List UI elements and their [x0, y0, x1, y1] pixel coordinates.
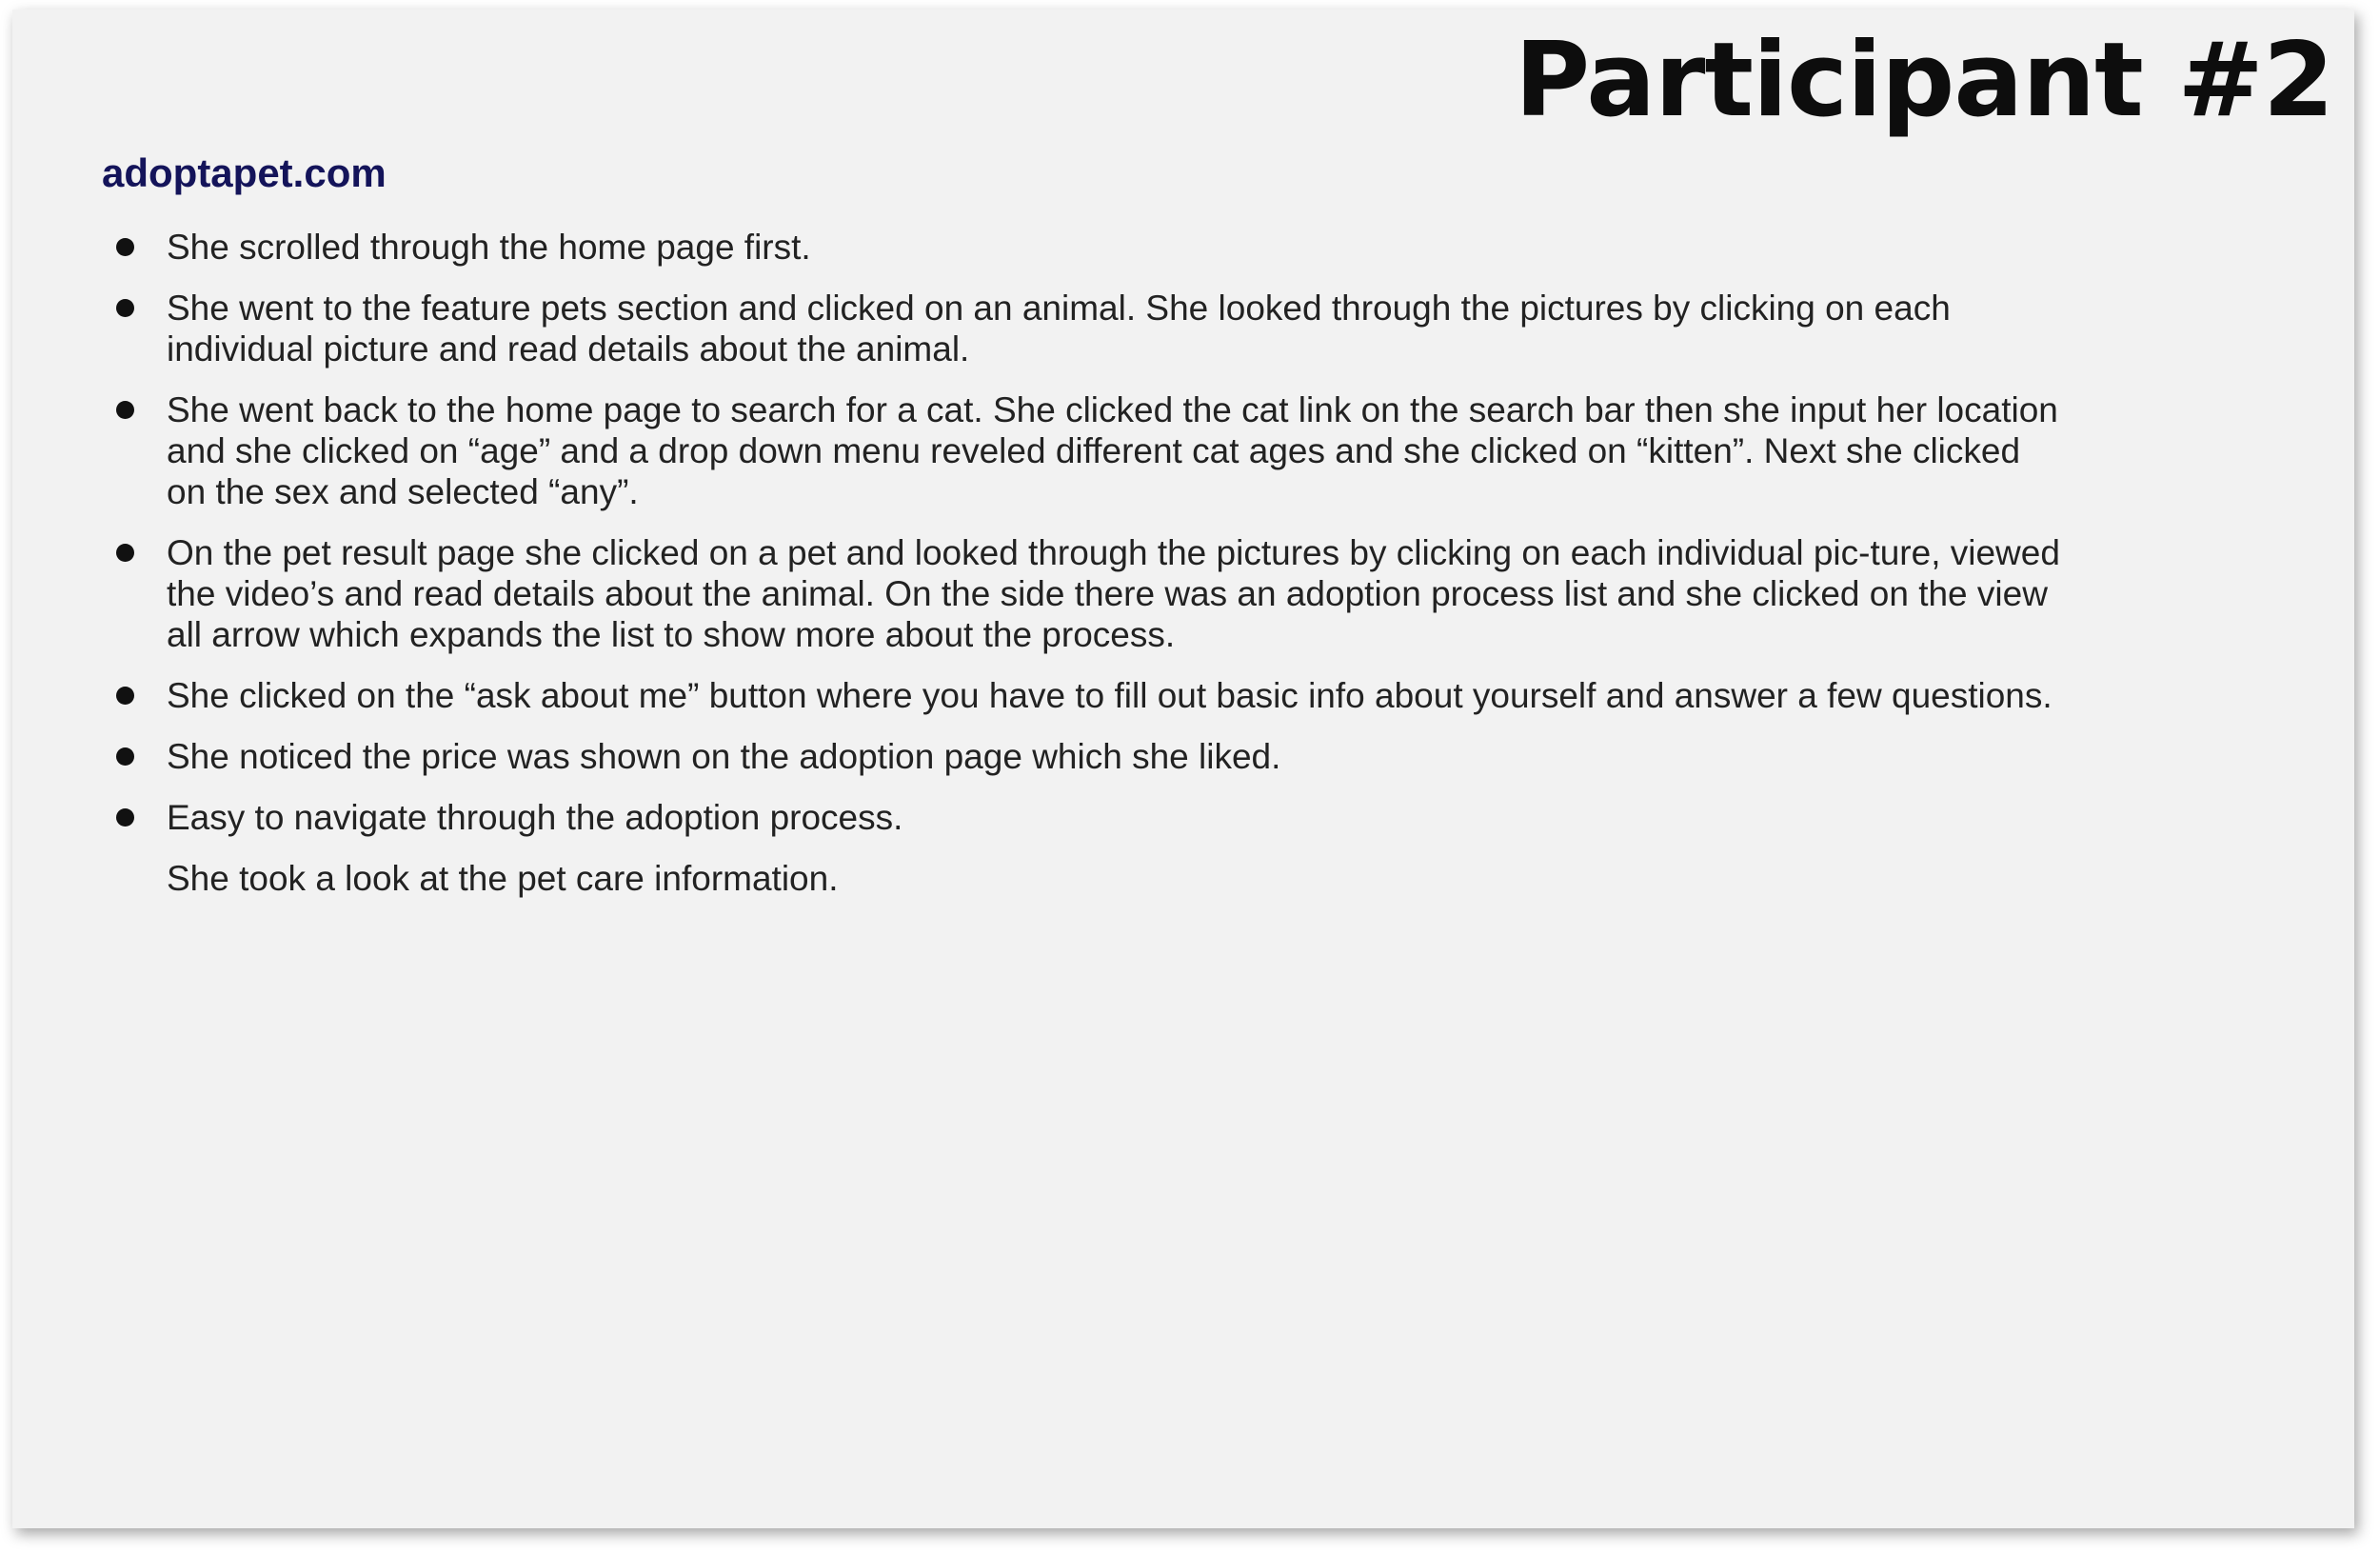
list-item	[102, 858, 2063, 899]
list-item	[102, 288, 2063, 369]
bullet-icon	[116, 544, 134, 562]
observation-list	[102, 227, 2063, 919]
slide-title: Participant #2	[1514, 21, 2333, 140]
list-item-text: She clicked on the “ask about me” button where you have to fill out basic info about yourself and answer a few questions.	[167, 676, 2053, 715]
slide	[12, 10, 2354, 1528]
website-heading: adoptapet.com	[102, 150, 387, 195]
list-item-text: She took a look at the pet care information.	[167, 859, 839, 898]
list-item	[102, 532, 2063, 655]
list-item	[102, 797, 2063, 838]
bullet-icon	[116, 747, 134, 766]
list-item	[102, 227, 2063, 268]
bullet-icon	[116, 401, 134, 419]
list-item	[102, 389, 2063, 512]
list-item-text: Easy to navigate through the adoption process.	[167, 798, 903, 837]
list-item	[102, 736, 2063, 777]
bullet-icon	[116, 238, 134, 256]
list-item-text: On the pet result page she clicked on a pet and looked through the pictures by clicking on each individual pic-ture, viewed the video’s and read details about the animal. On the side there was an adoption process list and she clicked on the view all arrow which expands the list to show more about the process.	[167, 533, 2060, 654]
list-item-text: She went back to the home page to search for a cat. She clicked the cat link on the search bar then she input her location and she clicked on “age” and a drop down menu reveled different cat ages and she clicked on “kitten”. Next she clicked on the sex and selected “any”.	[167, 390, 2058, 511]
bullet-icon	[116, 808, 134, 827]
list-item-text: She went to the feature pets section and clicked on an animal. She looked through the pictures by clicking on each individual picture and read details about the animal.	[167, 289, 1951, 369]
list-item-text: She scrolled through the home page first.	[167, 228, 811, 267]
list-item-text: She noticed the price was shown on the adoption page which she liked.	[167, 737, 1281, 776]
bullet-icon	[116, 687, 134, 705]
list-item	[102, 675, 2063, 716]
bullet-icon	[116, 299, 134, 317]
